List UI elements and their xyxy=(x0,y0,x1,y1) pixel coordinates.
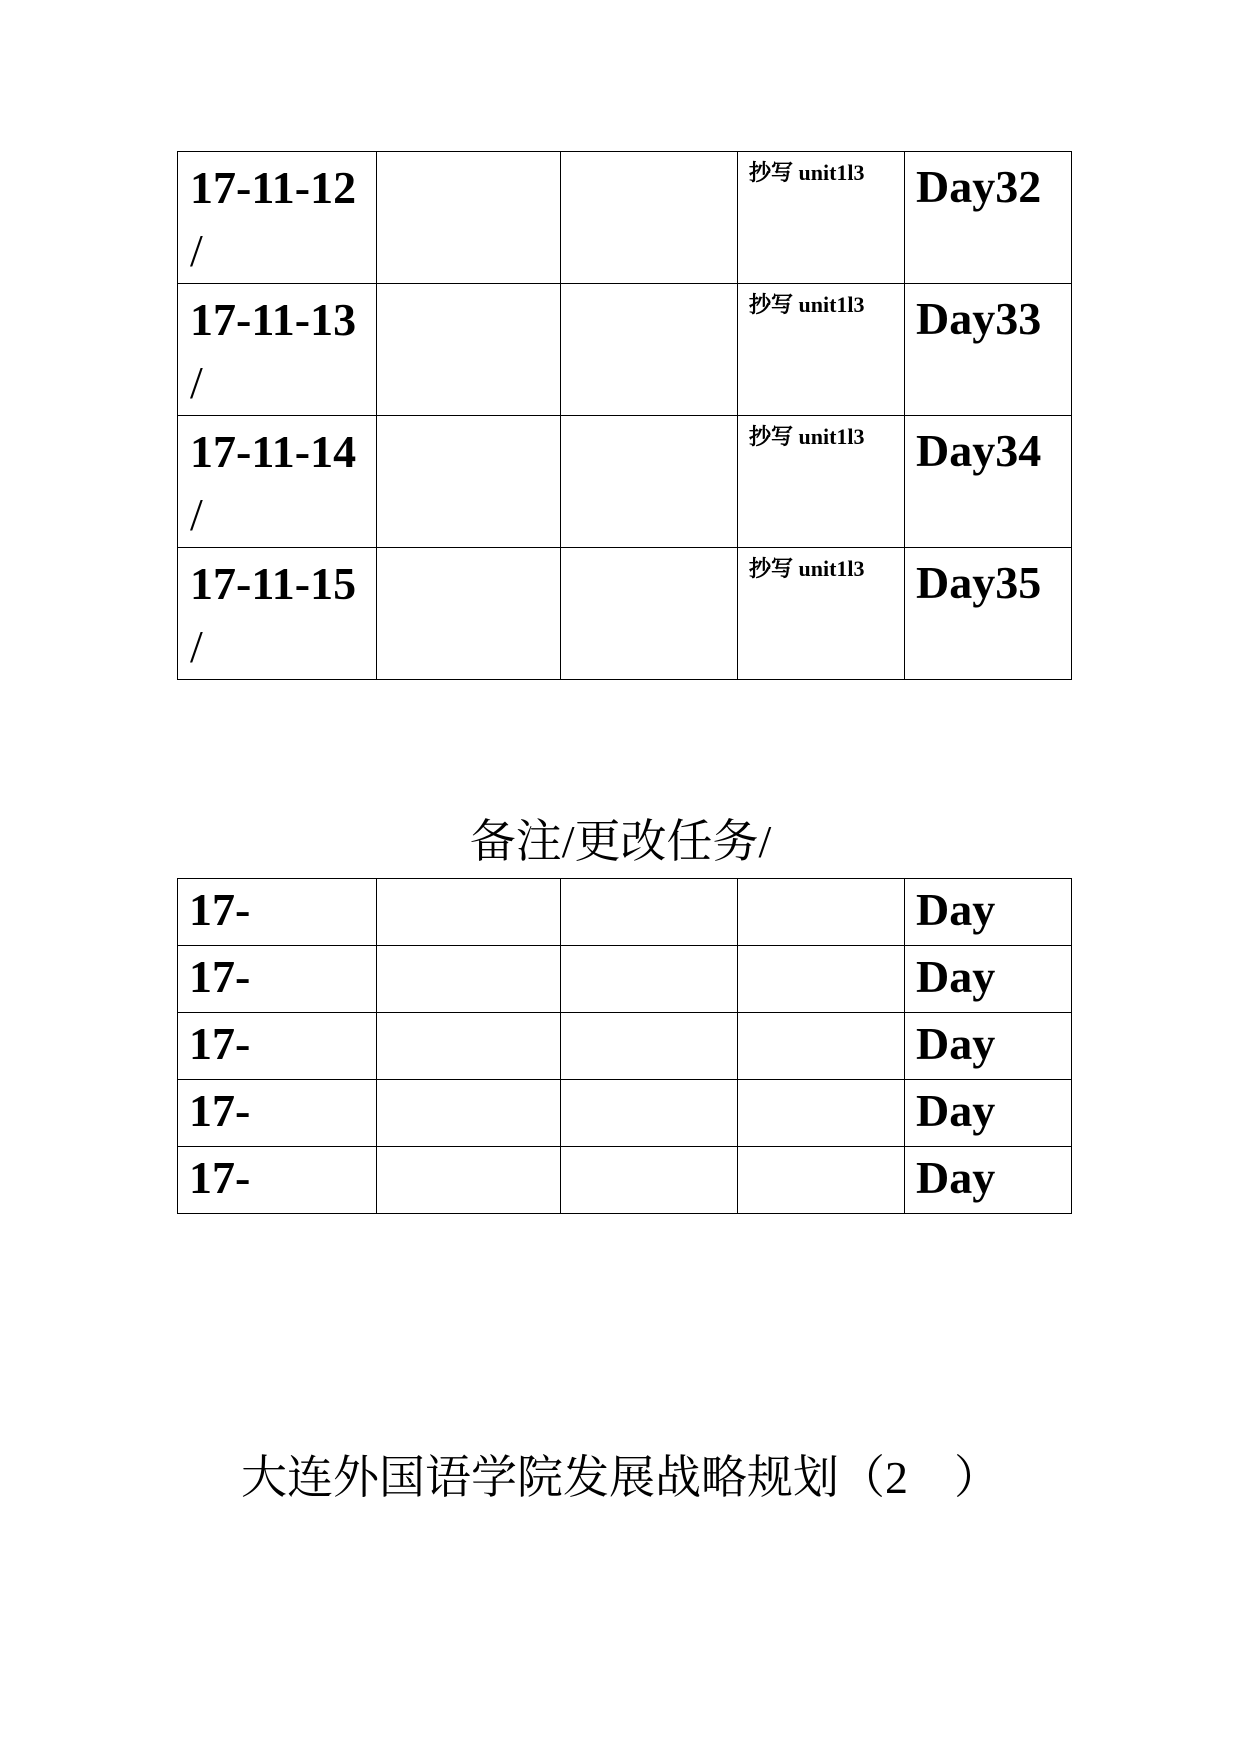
empty-cell xyxy=(377,879,561,946)
date-cell: 17- xyxy=(178,1013,377,1080)
day-cell: Day33 xyxy=(905,284,1072,416)
date-cell: 17- xyxy=(178,879,377,946)
date-text: 17-11-14 xyxy=(190,426,357,477)
empty-cell xyxy=(377,1013,561,1080)
notes-table xyxy=(177,878,1072,1214)
date-slash: / xyxy=(190,489,203,540)
empty-cell xyxy=(377,548,561,680)
table-row xyxy=(178,548,1072,680)
date-cell: 17- xyxy=(178,1080,377,1147)
empty-cell xyxy=(377,416,561,548)
date-slash: / xyxy=(190,225,203,276)
empty-cell xyxy=(561,1147,738,1214)
empty-cell xyxy=(738,1080,905,1147)
table-row xyxy=(178,1080,1072,1147)
day-cell: Day34 xyxy=(905,416,1072,548)
date-cell xyxy=(178,284,377,416)
date-cell xyxy=(178,416,377,548)
notes-heading: 备注/更改任务/ xyxy=(469,816,772,867)
table-row xyxy=(178,879,1072,946)
empty-cell xyxy=(377,946,561,1013)
table-row xyxy=(178,946,1072,1013)
day-cell: Day xyxy=(905,1147,1072,1214)
table-row xyxy=(178,284,1072,416)
table-row xyxy=(178,152,1072,284)
empty-cell xyxy=(377,284,561,416)
date-slash: / xyxy=(190,621,203,672)
empty-cell xyxy=(561,1013,738,1080)
date-cell xyxy=(178,152,377,284)
table-row xyxy=(178,1147,1072,1214)
date-cell xyxy=(178,548,377,680)
footer-title: 大连外国语学院发展战略规划（2 ） xyxy=(241,1452,1000,1503)
task-cell: 抄写 unit1l3 xyxy=(738,152,905,284)
empty-cell xyxy=(561,284,738,416)
day-cell: Day xyxy=(905,879,1072,946)
empty-cell xyxy=(561,416,738,548)
empty-cell xyxy=(377,1080,561,1147)
empty-cell xyxy=(738,1147,905,1214)
date-text: 17-11-12 xyxy=(190,162,357,213)
empty-cell xyxy=(738,946,905,1013)
table-row xyxy=(178,1013,1072,1080)
empty-cell xyxy=(738,1013,905,1080)
day-cell: Day xyxy=(905,1080,1072,1147)
day-cell: Day35 xyxy=(905,548,1072,680)
empty-cell xyxy=(561,946,738,1013)
day-cell: Day32 xyxy=(905,152,1072,284)
day-cell: Day xyxy=(905,946,1072,1013)
empty-cell xyxy=(561,548,738,680)
schedule-table xyxy=(177,151,1072,680)
date-text: 17-11-13 xyxy=(190,294,357,345)
date-text: 17-11-15 xyxy=(190,558,357,609)
date-slash: / xyxy=(190,357,203,408)
date-cell: 17- xyxy=(178,1147,377,1214)
empty-cell xyxy=(561,879,738,946)
empty-cell xyxy=(738,879,905,946)
empty-cell xyxy=(561,152,738,284)
task-cell: 抄写 unit1l3 xyxy=(738,548,905,680)
date-cell: 17- xyxy=(178,946,377,1013)
empty-cell xyxy=(377,1147,561,1214)
day-cell: Day xyxy=(905,1013,1072,1080)
table-row xyxy=(178,416,1072,548)
empty-cell xyxy=(377,152,561,284)
task-cell: 抄写 unit1l3 xyxy=(738,416,905,548)
empty-cell xyxy=(561,1080,738,1147)
task-cell: 抄写 unit1l3 xyxy=(738,284,905,416)
